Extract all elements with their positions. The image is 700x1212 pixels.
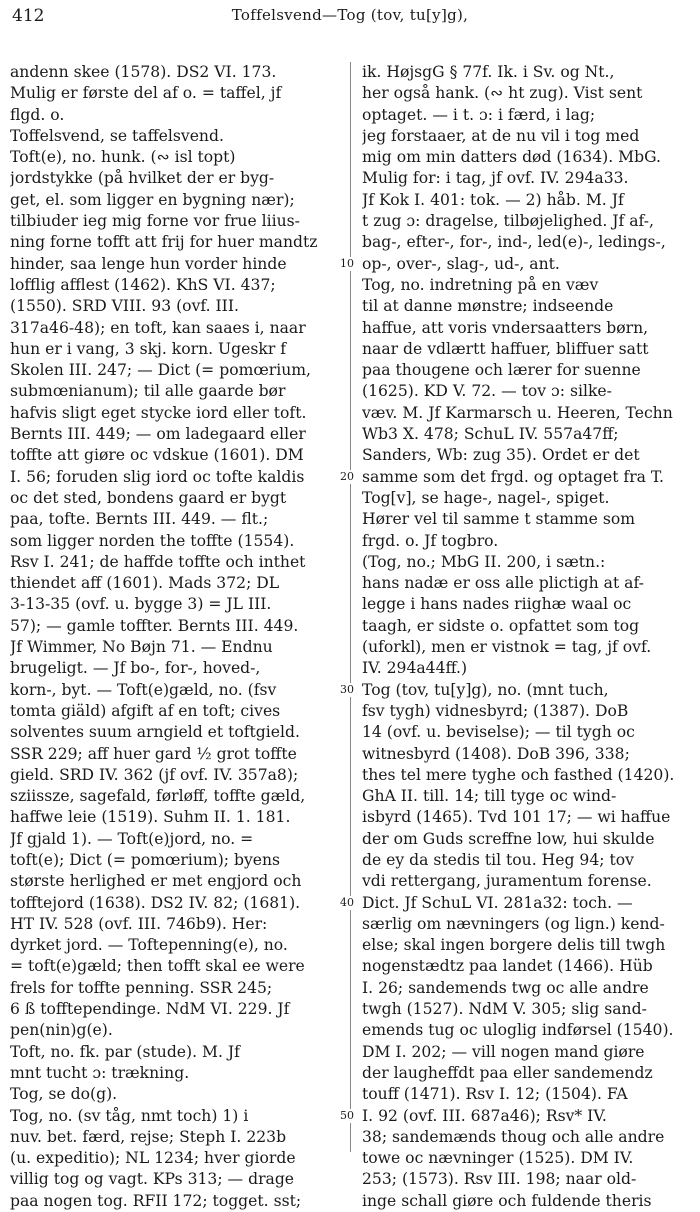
left-column-line: toffte att giøre oc vdskue (1601). DM: [10, 446, 304, 465]
right-column-line: mig om min datters død (1634). MbG.: [362, 148, 661, 167]
line-marker: 50: [340, 1108, 354, 1122]
right-column-line: Tog (tov, tu[y]g), no. (mnt tuch,: [362, 680, 609, 699]
right-column-line: Tog[v], se hage-, nagel-, spiget.: [362, 488, 610, 507]
left-column-line: Jf Wimmer, No Bøjn 71. — Endnu: [10, 638, 273, 657]
left-column-line: andenn skee (1578). DS2 VI. 173.: [10, 63, 277, 81]
page-number: 412: [12, 6, 45, 26]
right-column-line: væv. M. Jf Karmarsch u. Heeren, Techn: [362, 403, 673, 422]
left-column-line: Toft(e), no. hunk. (∾ isl topt): [10, 148, 236, 167]
right-column-line: Tog, no. indretning på en væv: [362, 275, 599, 294]
left-column-line: som ligger norden the toffte (1554).: [10, 531, 295, 550]
left-column-line: (1550). SRD VIII. 93 (ovf. III.: [10, 297, 239, 316]
right-column-line: 14 (ovf. u. beviselse); — til tygh oc: [362, 723, 635, 742]
right-column-line: de ey da stedis til tou. Heg 94; tov: [362, 850, 634, 869]
left-column-line: paa, tofte. Bernts III. 449. — flt.;: [10, 510, 269, 529]
left-column-line: Mulig er første del af o. = taffel, jf: [10, 84, 282, 103]
right-column: [362, 62, 696, 1212]
left-column-line: 6 ß tofftependinge. NdM VI. 229. Jf: [10, 1000, 290, 1019]
left-column-line: submœnianum); til alle gaarde bør: [10, 382, 286, 401]
right-column-line: samme som det frgd. og optaget fra T.: [362, 467, 664, 486]
left-column-line: solventes suum arngield et toftgield.: [10, 723, 300, 742]
left-column-line: paa nogen tog. RFII 172; togget. sst;: [10, 1191, 302, 1210]
right-column-line: I. 26; sandemends twg oc alle andre: [362, 978, 649, 997]
right-column-line: paa thougene och lærer for suenne: [362, 361, 641, 380]
left-column-line: toft(e); Dict (= pomœrium); byens: [10, 850, 281, 869]
left-column-line: flgd. o.: [10, 105, 65, 124]
right-column-line: thes tel mere tyghe och fasthed (1420).: [362, 765, 675, 784]
left-column-line: I. 56; foruden slig iord oc tofte kaldis: [10, 467, 305, 486]
left-column-line: 3-13-35 (ovf. u. bygge 3) = JL III.: [10, 595, 272, 614]
left-column-line: Tog, se do(g).: [10, 1085, 118, 1104]
left-column-line: hun er i vang, 3 skj. korn. Ugeskr f: [10, 339, 287, 358]
right-column-line: 253; (1573). Rsv III. 198; naar old-: [362, 1170, 637, 1189]
left-column-line: get, el. som ligger en bygning nær);: [10, 190, 295, 209]
right-column-line: naar de vdlærtt haffuer, bliffuer satt: [362, 339, 649, 358]
right-column-line: t zug ɔ: dragelse, tilbøjelighed. Jf af-,: [362, 212, 654, 231]
left-column-line: (u. expeditio); NL 1234; hver giorde: [10, 1149, 296, 1168]
right-column-line: 38; sandemænds thoug och alle andre: [362, 1127, 665, 1146]
left-column-line: pen(nin)g(e).: [10, 1021, 113, 1040]
left-column-line: mnt tucht ɔ: trækning.: [10, 1063, 190, 1082]
right-column-line: (uforkl), men er vistnok = tag, jf ovf.: [362, 638, 652, 657]
left-column-line: dyrket jord. — Toftepenning(e), no.: [10, 936, 288, 955]
right-column-line: der om Guds screffne low, hui skulde: [362, 829, 655, 848]
left-column-line: SSR 229; aff huer gard ½ grot toffte: [10, 744, 297, 763]
right-column-line: ik. HøjsgG § 77f. Ik. i Sv. og Nt.,: [362, 63, 615, 81]
left-column-line: tomta giäld) afgift af en toft; cives: [10, 701, 281, 720]
running-head: Toffelsvend—Tog (tov, tu[y]g),: [231, 6, 469, 24]
column-divider: [350, 62, 351, 1152]
left-column-line: sziissze, sagefald, førløff, toffte gæld,: [10, 787, 306, 806]
right-column-line: taagh, er sidste o. opfattet som tog: [362, 616, 640, 635]
right-column-line: Jf Kok I. 401: tok. — 2) håb. M. Jf: [362, 190, 624, 209]
right-column-line: her også hank. (∾ ht zug). Vist sent: [362, 84, 643, 103]
left-column-line: Tog, no. (sv tåg, nmt toch) 1) i: [10, 1106, 249, 1125]
right-column-line: fsv tygh) vidnesbyrd; (1387). DoB: [362, 701, 629, 720]
right-column-line: GhA II. till. 14; till tyge oc wind-: [362, 787, 617, 806]
right-column-line: jeg forstaaer, at de nu vil i tog med: [362, 126, 640, 145]
right-column-line: I. 92 (ovf. III. 687a46); Rsv* IV.: [362, 1106, 607, 1125]
right-column-line: der laugheffdt paa eller sandemendz: [362, 1063, 653, 1082]
right-column-line: inge schall giøre och fuldende theris: [362, 1191, 652, 1210]
right-column-line: bag-, efter-, for-, ind-, led(e)-, ledings-,: [362, 233, 666, 252]
left-column-line: lofflig afflest (1462). KhS VI. 437;: [10, 275, 276, 294]
left-column-line: gield. SRD IV. 362 (jf ovf. IV. 357a8);: [10, 765, 299, 784]
right-column-line: witnesbyrd (1408). DoB 396, 338;: [362, 744, 630, 763]
right-column-line: nogenstædtz paa landet (1466). Hüb: [362, 957, 653, 976]
left-column-line: frels for toffte penning. SSR 245;: [10, 978, 273, 997]
left-column-line: Toffelsvend, se taffelsvend.: [10, 126, 224, 145]
left-column-line: hinder, saa lenge hun vorder hinde: [10, 254, 287, 273]
left-column-line: hafvis sligt eget stycke iord eller toft.: [10, 403, 307, 422]
right-column-line: optaget. — i t. ɔ: i færd, i lag;: [362, 105, 596, 124]
right-column-line: Mulig for: i tag, jf ovf. IV. 294a33.: [362, 169, 629, 188]
left-column-line: 317a46-48); en toft, kan saaes i, naar: [10, 318, 306, 337]
right-column-line: hans nadæ er oss alle plictigh at af-: [362, 574, 644, 593]
line-marker: 20: [340, 469, 354, 483]
left-column-line: tofftejord (1638). DS2 IV. 82; (1681).: [10, 893, 301, 912]
left-column-line: 57); — gamle toffter. Bernts III. 449.: [10, 616, 299, 635]
left-column-line: haffwe leie (1519). Suhm II. 1. 181.: [10, 808, 291, 827]
left-column-line: korn-, byt. — Toft(e)gæld, no. (fsv: [10, 680, 277, 699]
right-column-line: (1625). KD V. 72. — tov ɔ: silke-: [362, 382, 612, 401]
right-column-line: Wb3 X. 478; SchuL IV. 557a47ff;: [362, 425, 619, 444]
right-column-line: IV. 294a44ff.): [362, 659, 468, 678]
right-column-line: emends tug oc uloglig indførsel (1540).: [362, 1021, 674, 1040]
right-column-line: til at danne mønstre; indseende: [362, 297, 614, 316]
right-column-line: touff (1471). Rsv I. 12; (1504). FA: [362, 1085, 628, 1104]
left-column-line: Toft, no. fk. par (stude). M. Jf: [10, 1042, 240, 1061]
left-column-line: jordstykke (på hvilket der er byg-: [10, 169, 275, 188]
left-column-line: villig tog og vagt. KPs 313; — drage: [10, 1170, 295, 1189]
left-column-line: Skolen III. 247; — Dict (= pomœrium,: [10, 361, 312, 380]
right-column-line: Dict. Jf SchuL VI. 281a32: toch. —: [362, 893, 633, 912]
right-column-line: særlig om nævningers (og lign.) kend-: [362, 914, 665, 933]
line-marker: 10: [340, 256, 354, 270]
right-column-line: haffue, att voris vndersaatters børn,: [362, 318, 649, 337]
right-column-line: towe oc nævninger (1525). DM IV.: [362, 1149, 634, 1168]
right-column-line: frgd. o. Jf togbro.: [362, 531, 499, 550]
left-column-line: nuv. bet. færd, rejse; Steph I. 223b: [10, 1127, 287, 1146]
left-column-line: oc det sted, bondens gaard er bygt: [10, 488, 287, 507]
left-column-line: brugeligt. — Jf bo-, for-, hoved-,: [10, 659, 261, 678]
line-marker: 40: [340, 895, 354, 909]
left-column: [10, 62, 340, 1212]
left-column-line: thiendet aff (1601). Mads 372; DL: [10, 574, 280, 593]
left-column-line: tilbiuder ieg mig forne vor frue liius-: [10, 212, 300, 231]
line-marker: 30: [340, 682, 354, 696]
right-column-line: twgh (1527). NdM V. 305; slig sand-: [362, 1000, 647, 1019]
left-column-line: Bernts III. 449; — om ladegaard eller: [10, 425, 306, 444]
left-column-line: HT IV. 528 (ovf. III. 746b9). Her:: [10, 914, 268, 933]
right-column-line: (Tog, no.; MbG II. 200, i sætn.:: [362, 552, 606, 571]
left-column-line: største herlighed er met engjord och: [10, 872, 302, 891]
right-column-line: Hører vel til samme t stamme som: [362, 510, 636, 529]
right-column-line: legge i hans nades riighæ waal oc: [362, 595, 632, 614]
right-column-line: vdi rettergang, juramentum forense.: [362, 872, 652, 891]
right-column-line: Sanders, Wb: zug 35). Ordet er det: [362, 446, 640, 465]
left-column-line: ning forne tofft att frij for huer mandtz: [10, 233, 318, 252]
right-column-line: op-, over-, slag-, ud-, ant.: [362, 254, 560, 273]
left-column-line: = toft(e)gæld; then tofft skal ee were: [10, 957, 305, 976]
page-header: [12, 6, 688, 32]
right-column-line: DM I. 202; — vill nogen mand giøre: [362, 1042, 645, 1061]
right-column-line: isbyrd (1465). Tvd 101 17; — wi haffue: [362, 808, 671, 827]
left-column-line: Rsv I. 241; de haffde toffte och inthet: [10, 552, 306, 571]
left-column-line: Jf gjald 1). — Toft(e)jord, no. =: [10, 829, 254, 848]
right-column-line: else; skal ingen borgere delis till twgh: [362, 936, 666, 955]
